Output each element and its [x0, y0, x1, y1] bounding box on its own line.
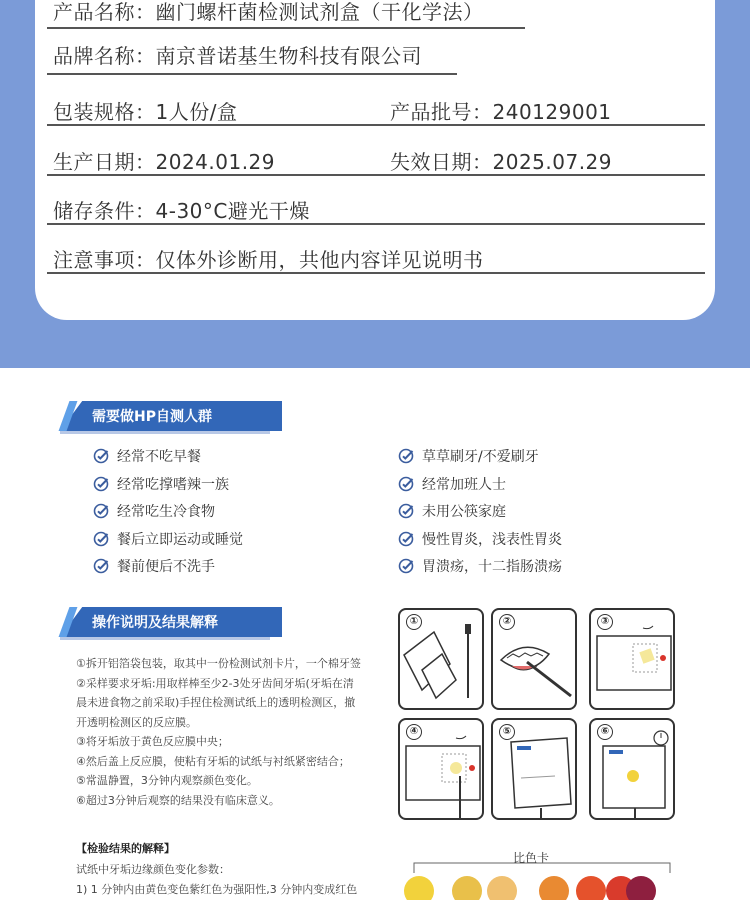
section-banner-hp-groups: [60, 401, 282, 431]
check-icon: [93, 503, 117, 519]
check-icon: [93, 448, 117, 464]
check-icon: [398, 503, 422, 519]
product-info-card: [35, 0, 715, 320]
section-title: 操作说明及结果解释: [92, 615, 218, 631]
check-icon: [93, 476, 117, 492]
checklist-item: [398, 474, 506, 494]
instruction-line: 开透明检测区的反应膜。: [76, 715, 197, 729]
section-title: 需要做HP自测人群: [92, 409, 212, 425]
checklist-item: [398, 529, 562, 549]
check-icon: [93, 558, 117, 574]
foil-pouch-illustration: [400, 610, 484, 710]
check-icon: [398, 476, 422, 492]
color-swatch: [576, 876, 606, 900]
step-panel-6: [589, 718, 675, 820]
result-line: 1) 1 分钟内由黄色变色紫红色为强阳性,3 分钟内变成红色: [76, 883, 358, 896]
checklist-label: 餐后立即运动或睡觉: [117, 531, 243, 548]
checklist-item: [398, 446, 539, 466]
checklist-item: [93, 446, 201, 466]
cover-membrane-illustration: [400, 720, 484, 820]
result-line: 试纸中牙垢边缘颜色变化参数：: [76, 863, 230, 876]
checklist-item: [93, 501, 215, 521]
expiry-date: 失效日期：2025.07.29: [390, 150, 613, 174]
checklist-label: 餐前便后不洗手: [117, 559, 215, 575]
instruction-line: ⑥超过3分钟后观察的结果没有临床意义。: [76, 793, 280, 807]
checklist-label: 经常加班人士: [422, 476, 506, 493]
package-spec: 包装规格：1人份/盒: [53, 100, 238, 124]
storage-conditions: 储存条件：4-30°C避光干燥: [53, 199, 310, 223]
checklist-label: 经常不吃早餐: [117, 449, 201, 465]
step-panel-1: [398, 608, 484, 710]
divider: [47, 223, 705, 225]
batch-number: 产品批号：240129001: [390, 100, 612, 124]
step-number: ⑥: [597, 724, 613, 740]
step-panel-2: [491, 608, 577, 710]
step-number: ③: [597, 614, 613, 630]
checklist-label: 胃溃疡，十二指肠溃疡: [422, 559, 562, 575]
divider: [47, 272, 705, 274]
step-number: ⑤: [499, 724, 515, 740]
result-title: 【检验结果的解释】: [76, 842, 175, 855]
checklist-label: 经常吃撑嗜辣一族: [117, 476, 229, 493]
color-card-bracket: [412, 860, 672, 874]
step-number: ④: [406, 724, 422, 740]
checklist-item: [398, 501, 506, 521]
divider: [47, 27, 525, 29]
checklist-label: 经常吃生冷食物: [117, 504, 215, 520]
timer-card-illustration: [591, 720, 675, 820]
step-panel-4: [398, 718, 484, 820]
step-panel-3: [589, 608, 675, 710]
checklist-item: [398, 556, 562, 576]
instruction-line: ②采样要求牙垢:用取样棒至少2-3处牙齿间牙垢(牙垢在清: [76, 676, 354, 690]
color-swatch: [487, 876, 517, 900]
production-date: 生产日期：2024.01.29: [53, 150, 276, 174]
divider: [47, 124, 705, 126]
instruction-line: ④然后盖上反应膜，使粘有牙垢的试纸与衬纸紧密结合；: [76, 754, 350, 768]
test-card-illustration: [591, 610, 675, 710]
check-icon: [93, 531, 117, 547]
color-card-label: 比色卡: [513, 851, 550, 865]
checklist-item: [93, 474, 229, 494]
brand-name: 品牌名称：南京普诺基生物科技有限公司: [53, 44, 422, 68]
product-name: 产品名称：幽门螺杆菌检测试剂盒（干化学法）: [53, 0, 484, 24]
color-swatch: [404, 876, 434, 900]
color-swatch: [626, 876, 656, 900]
checklist-label: 草草刷牙/不爱刷牙: [422, 449, 539, 465]
notice: 注意事项：仅体外诊断用，共他内容详见说明书: [53, 248, 484, 272]
booklet-illustration: [493, 720, 577, 820]
mouth-sampling-illustration: [493, 610, 577, 710]
checklist-label: 未用公筷家庭: [422, 504, 506, 520]
check-icon: [398, 448, 422, 464]
instruction-line: ⑤常温静置，3分钟内观察颜色变化。: [76, 774, 258, 787]
checklist-item: [93, 556, 215, 576]
instruction-line: 晨未进食物之前采取)手捏住检测试纸上的透明检测区，撤: [76, 696, 356, 709]
step-number: ①: [406, 614, 422, 630]
checklist-label: 慢性胃炎，浅表性胃炎: [422, 531, 562, 548]
section-banner-instructions: [60, 607, 282, 637]
instruction-line: ③将牙垢放于黄色反应膜中央；: [76, 735, 229, 748]
check-icon: [398, 558, 422, 574]
check-icon: [398, 531, 422, 547]
divider: [47, 174, 705, 176]
instruction-line: ①拆开铝箔袋包装，取其中一份检测试剂卡片，一个棉牙签: [76, 657, 361, 670]
checklist-item: [93, 529, 243, 549]
color-swatch: [452, 876, 482, 900]
step-panel-5: [491, 718, 577, 820]
step-number: ②: [499, 614, 515, 630]
color-swatch: [539, 876, 569, 900]
divider: [47, 73, 457, 75]
